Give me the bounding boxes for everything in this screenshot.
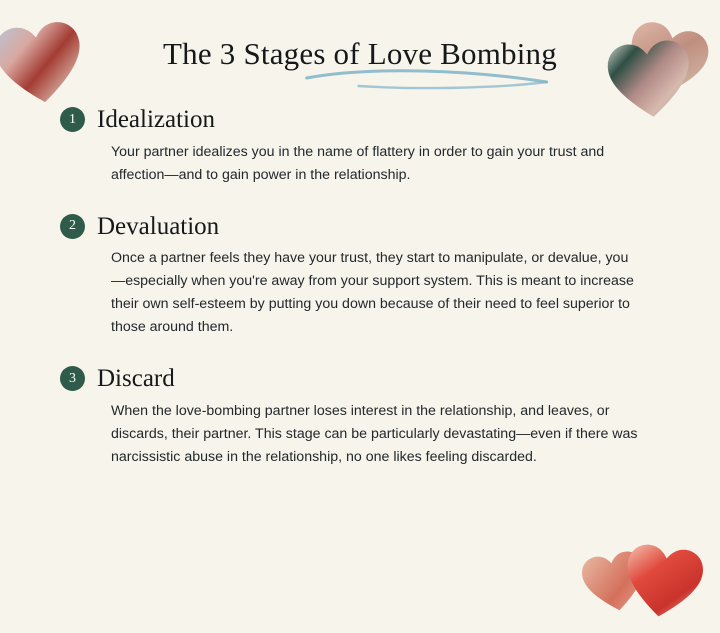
title-block <box>0 0 720 72</box>
stage-description: Once a partner feels they have your trust, they start to manipulate, or devalue, you—especially when you're away from your support system. This is meant to increase their own self-esteem by putting you down because of their need to feel superior to those around them. <box>111 250 634 335</box>
stage-item-1 <box>60 106 658 187</box>
stage-description: Your partner idealizes you in the name of flattery in order to gain your trust and affection—and to gain power in the relationship. <box>111 143 605 183</box>
stage-number-badge: 2 <box>60 214 85 239</box>
swoosh-underline-icon <box>301 64 571 98</box>
page-title: The 3 Stages of Love Bombing <box>163 36 557 71</box>
stage-title: Discard <box>97 365 175 392</box>
stage-number-badge: 1 <box>60 107 85 132</box>
stage-list <box>0 106 720 469</box>
stage-description: When the love-bombing partner loses interest in the relationship, and leaves, or discards, their partner. This stage can be particularly devastating—even if there was narcissistic abuse in the relationship, no one likes feeling discarded. <box>111 402 638 465</box>
stage-number-badge: 3 <box>60 366 85 391</box>
stage-item-3 <box>60 365 658 469</box>
stage-header <box>60 106 658 134</box>
heart-icon-bottom-front <box>614 535 711 632</box>
stage-header <box>60 213 658 241</box>
stage-item-2 <box>60 213 658 340</box>
heart-icon-bottom-back <box>574 543 655 624</box>
stage-title: Devaluation <box>97 212 220 240</box>
stage-title: Idealization <box>97 106 215 133</box>
stage-header <box>60 365 658 393</box>
